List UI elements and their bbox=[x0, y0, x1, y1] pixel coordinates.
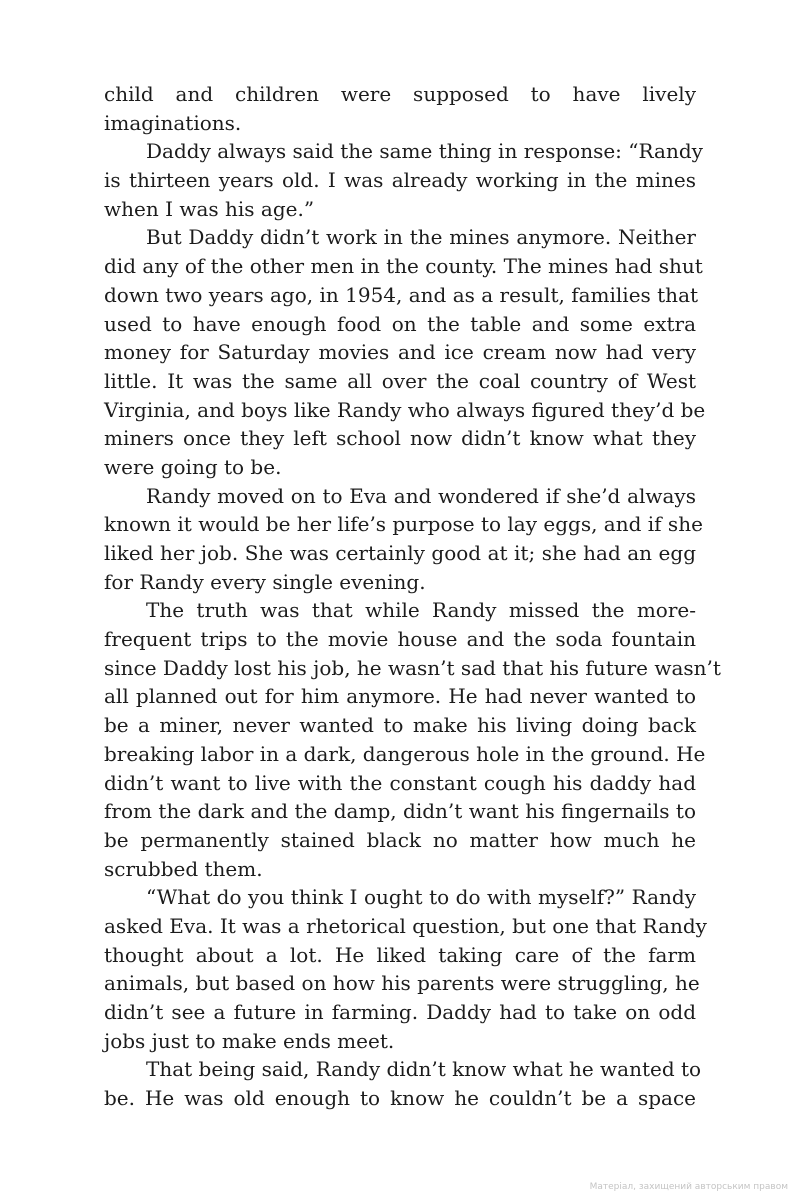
text-line: didn’t see a future in farming. Daddy had to take on odd bbox=[104, 1000, 696, 1024]
text-line: asked Eva. It was a rhetorical question, but one that Randy bbox=[104, 913, 707, 938]
text-line: used to have enough food on the table and some extra bbox=[104, 311, 696, 336]
text-line: child and children were supposed to have lively bbox=[104, 82, 696, 106]
text-line: breaking labor in a dark, dangerous hole in the ground. He bbox=[104, 741, 706, 766]
text-line: down two years ago, in 1954, and as a result, families that bbox=[104, 282, 699, 307]
text-line: “What do you think I ought to do with myself?” Randy bbox=[146, 885, 696, 910]
text-line: little. It was the same all over the coal country of West bbox=[104, 368, 696, 393]
text-line: scrubbed them. bbox=[104, 856, 263, 881]
text-line: thought about a lot. He liked taking care of the farm bbox=[104, 942, 696, 967]
text-line: liked her job. She was certainly good at it; she had an egg bbox=[104, 541, 696, 565]
text-line: did any of the other men in the county. The mines had shut bbox=[104, 254, 703, 279]
text-line: jobs just to make ends meet. bbox=[104, 1028, 395, 1053]
text-line: be a miner, never wanted to make his living doing back bbox=[104, 713, 696, 738]
text-line: animals, but based on how his parents were struggling, he bbox=[104, 971, 700, 996]
text-line: is thirteen years old. I was already working in the mines bbox=[104, 168, 696, 193]
text-line: when I was his age.” bbox=[104, 196, 315, 221]
text-line: Daddy always said the same thing in response: “Randy bbox=[146, 139, 703, 164]
text-line: Randy moved on to Eva and wondered if she’d always bbox=[146, 483, 696, 508]
text-line: didn’t want to live with the constant cough his daddy had bbox=[104, 770, 696, 795]
text-line: for Randy every single evening. bbox=[104, 569, 426, 594]
text-line: be permanently stained black no matter how much he bbox=[104, 827, 696, 852]
text-line: The truth was that while Randy missed the more- bbox=[146, 598, 696, 623]
text-line: from the dark and the damp, didn’t want his fingernails to bbox=[104, 799, 696, 824]
text-line: But Daddy didn’t work in the mines anymore. Neither bbox=[146, 225, 696, 250]
text-line: That being said, Randy didn’t know what he wanted to bbox=[146, 1057, 702, 1082]
text-line: known it would be her life’s purpose to lay eggs, and if she bbox=[104, 512, 703, 537]
text-line: all planned out for him anymore. He had never wanted to bbox=[104, 684, 696, 709]
text-line: be. He was old enough to know he couldn’t be a space bbox=[104, 1086, 696, 1111]
text-line: Virginia, and boys like Randy who always figured they’d be bbox=[104, 397, 706, 422]
copyright-watermark: Матеріал, захищений авторським правом bbox=[589, 1182, 788, 1192]
text-line: imaginations. bbox=[104, 110, 242, 135]
text-line: frequent trips to the movie house and the soda fountain bbox=[104, 627, 696, 652]
text-line: miners once they left school now didn’t know what they bbox=[104, 426, 696, 451]
book-page-text bbox=[104, 80, 721, 1113]
text-line: since Daddy lost his job, he wasn’t sad that his future wasn’t bbox=[104, 655, 721, 680]
text-line: money for Saturday movies and ice cream now had very bbox=[104, 340, 696, 365]
text-line: were going to be. bbox=[104, 454, 282, 479]
